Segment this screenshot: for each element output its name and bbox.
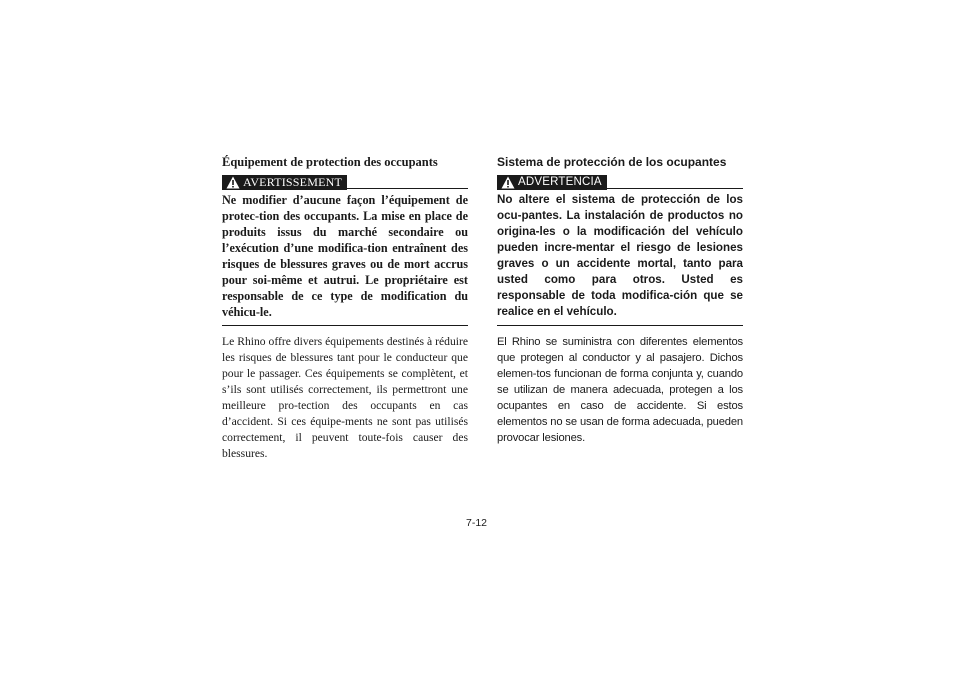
warning-bottom-rule-es	[497, 325, 743, 326]
warning-label-fr	[222, 175, 347, 190]
warning-bottom-rule-fr	[222, 325, 468, 326]
section-heading-fr: Équipement de protection des occupants	[222, 155, 438, 169]
warning-top-rule-es	[607, 188, 743, 189]
french-column	[222, 154, 468, 462]
page-number: 7-12	[466, 517, 488, 529]
warning-top-rule-fr	[347, 188, 468, 189]
warning-triangle-icon	[226, 176, 240, 189]
warning-label-text-es: ADVERTENCIA	[518, 176, 602, 188]
body-text-fr: Le Rhino offre divers équipements destinés à réduire les risques de blessures tant pour le conducteur que pour le passager. Ces équipements se complètent, et s’ils sont utilisés correctement, ils permettront une meilleure pro-tection des occupants en cas d’accident. Si ces équipe-ments ne sont pas utilisés correctement, il peuvent toute-fois causer des blessures.	[222, 335, 468, 460]
section-heading-es: Sistema de protección de los ocupantes	[497, 155, 727, 169]
warning-label-es	[497, 175, 607, 190]
spanish-column	[497, 154, 743, 446]
warning-triangle-icon	[501, 176, 515, 189]
warning-label-text-fr: AVERTISSEMENT	[243, 174, 342, 189]
warning-text-fr: Ne modifier d’aucune façon l’équipement de protec-tion des occupants. La mise en place de produits issus du marché secondaire ou l’exécution d’une modifica-tion entraînent des risques de blessures graves ou de mort accrus pour soi-même et autrui. Le propriétaire est responsable de ce type de modification du véhicu-le.	[222, 193, 468, 319]
warning-header-fr	[222, 174, 468, 190]
warning-header-es	[497, 174, 743, 190]
body-text-es: El Rhino se suministra con diferentes elementos que protegen al conductor y al pasajero. Dichos elemen-tos funcionan de forma conjunta y, cuando se utilizan de manera adecuada, protegen a los ocupantes en caso de accidente. Si estos elementos no se usan de forma adecuada, pueden provocar lesiones.	[497, 336, 743, 444]
warning-text-es: No altere el sistema de protección de los ocu-pantes. La instalación de productos no origina-les o la modificación del vehículo pueden incre-mentar el riesgo de lesiones graves o un accidente mortal, tanto para usted como para otros. Usted es responsable de toda modifica-ción que se realice en el vehículo.	[497, 193, 743, 318]
